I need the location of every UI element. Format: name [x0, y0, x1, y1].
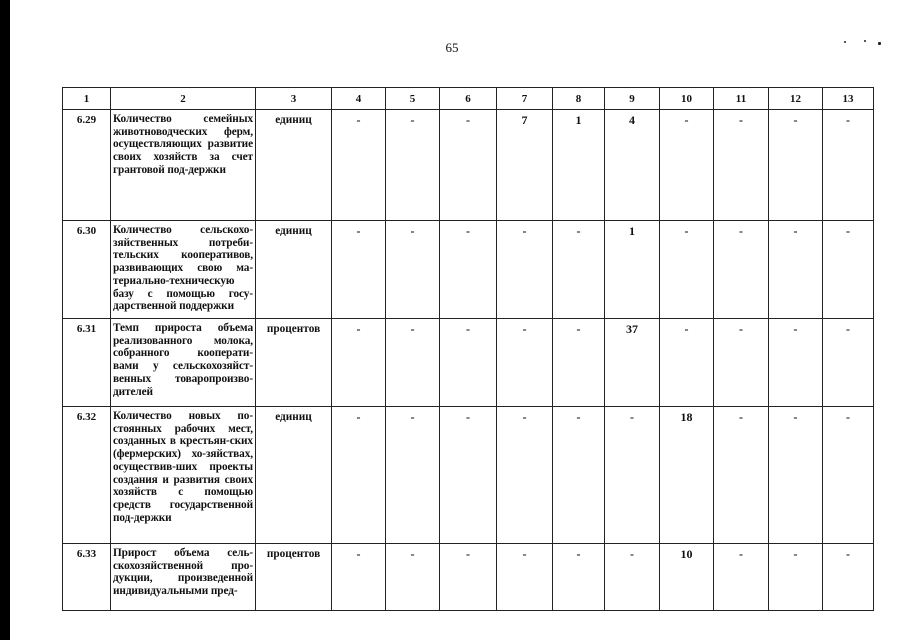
value-cell: -	[386, 221, 440, 319]
value-cell: -	[332, 544, 386, 611]
header-cell: 1	[63, 88, 111, 110]
header-cell: 5	[386, 88, 440, 110]
value-cell: -	[332, 110, 386, 221]
value-cell: -	[440, 544, 497, 611]
value-cell: -	[605, 544, 660, 611]
value-cell: -	[605, 407, 660, 544]
table-row	[63, 407, 874, 544]
value-cell: -	[660, 110, 714, 221]
value-cell: -	[553, 319, 605, 407]
table-header-row	[63, 88, 874, 110]
value-cell: -	[714, 544, 769, 611]
value-cell: -	[497, 221, 553, 319]
value-cell: -	[386, 110, 440, 221]
unit-cell: единиц	[256, 110, 332, 221]
value-cell: -	[332, 407, 386, 544]
header-cell: 12	[769, 88, 823, 110]
value-cell: 37	[605, 319, 660, 407]
row-number: 6.32	[63, 407, 111, 544]
indicator-name: Количество семейных животноводческих ферм, осуществляющих развитие своих хозяйств за счет грантовой под-держки	[111, 110, 256, 221]
value-cell: -	[440, 407, 497, 544]
page-number: 65	[445, 40, 459, 55]
row-number: 6.33	[63, 544, 111, 611]
table-row	[63, 110, 874, 221]
value-cell: -	[386, 544, 440, 611]
value-cell: -	[440, 319, 497, 407]
value-cell: -	[332, 221, 386, 319]
indicator-name: Прирост объема сель-скохозяйственной про-дукции, произведенной индивидуальными пред-	[111, 544, 256, 611]
value-cell: -	[714, 221, 769, 319]
row-number: 6.29	[63, 110, 111, 221]
value-cell: -	[823, 407, 874, 544]
header-cell: 4	[332, 88, 386, 110]
scan-specks	[840, 38, 890, 48]
value-cell: -	[769, 407, 823, 544]
table-row	[63, 221, 874, 319]
value-cell: -	[714, 407, 769, 544]
header-cell: 9	[605, 88, 660, 110]
value-cell: -	[769, 544, 823, 611]
header-cell: 3	[256, 88, 332, 110]
value-cell: 10	[660, 544, 714, 611]
value-cell: -	[553, 544, 605, 611]
value-cell: -	[440, 221, 497, 319]
value-cell: -	[769, 110, 823, 221]
value-cell: 18	[660, 407, 714, 544]
value-cell: -	[714, 319, 769, 407]
scan-left-edge	[0, 0, 10, 640]
value-cell: -	[660, 221, 714, 319]
value-cell: 1	[553, 110, 605, 221]
header-cell: 7	[497, 88, 553, 110]
table-row	[63, 319, 874, 407]
value-cell: -	[823, 221, 874, 319]
indicator-name: Количество новых по-стоянных рабочих мест, созданных в крестьян-ских (фермерских) хо-зяйствах, осуществив-ших проекты создания и развития своих хозяйств с помощью средств государственной под-держки	[111, 407, 256, 544]
indicator-name: Количество сельскохо-зяйственных потреби-тельских кооперативов, развивающих свою ма-териально-техническую базу с помощью госу-дарственной поддержки	[111, 221, 256, 319]
value-cell: -	[553, 407, 605, 544]
row-number: 6.30	[63, 221, 111, 319]
value-cell: -	[332, 319, 386, 407]
value-cell: -	[823, 544, 874, 611]
value-cell: 4	[605, 110, 660, 221]
value-cell: -	[386, 407, 440, 544]
value-cell: -	[823, 319, 874, 407]
value-cell: -	[497, 544, 553, 611]
row-number: 6.31	[63, 319, 111, 407]
value-cell: -	[823, 110, 874, 221]
value-cell: -	[440, 110, 497, 221]
value-cell: 1	[605, 221, 660, 319]
header-cell: 13	[823, 88, 874, 110]
value-cell: -	[497, 319, 553, 407]
value-cell: -	[497, 407, 553, 544]
value-cell: 7	[497, 110, 553, 221]
header-cell: 2	[111, 88, 256, 110]
value-cell: -	[553, 221, 605, 319]
value-cell: -	[714, 110, 769, 221]
indicator-name: Темп прироста объема реализованного молока, собранного кооперати-вами у сельскохозяйст-венных товаропроизво-дителей	[111, 319, 256, 407]
header-cell: 8	[553, 88, 605, 110]
table-row	[63, 544, 874, 611]
header-cell: 11	[714, 88, 769, 110]
indicators-table	[62, 87, 874, 611]
unit-cell: единиц	[256, 407, 332, 544]
unit-cell: единиц	[256, 221, 332, 319]
value-cell: -	[769, 319, 823, 407]
value-cell: -	[660, 319, 714, 407]
value-cell: -	[386, 319, 440, 407]
header-cell: 6	[440, 88, 497, 110]
value-cell: -	[769, 221, 823, 319]
header-cell: 10	[660, 88, 714, 110]
unit-cell: процентов	[256, 319, 332, 407]
unit-cell: процентов	[256, 544, 332, 611]
